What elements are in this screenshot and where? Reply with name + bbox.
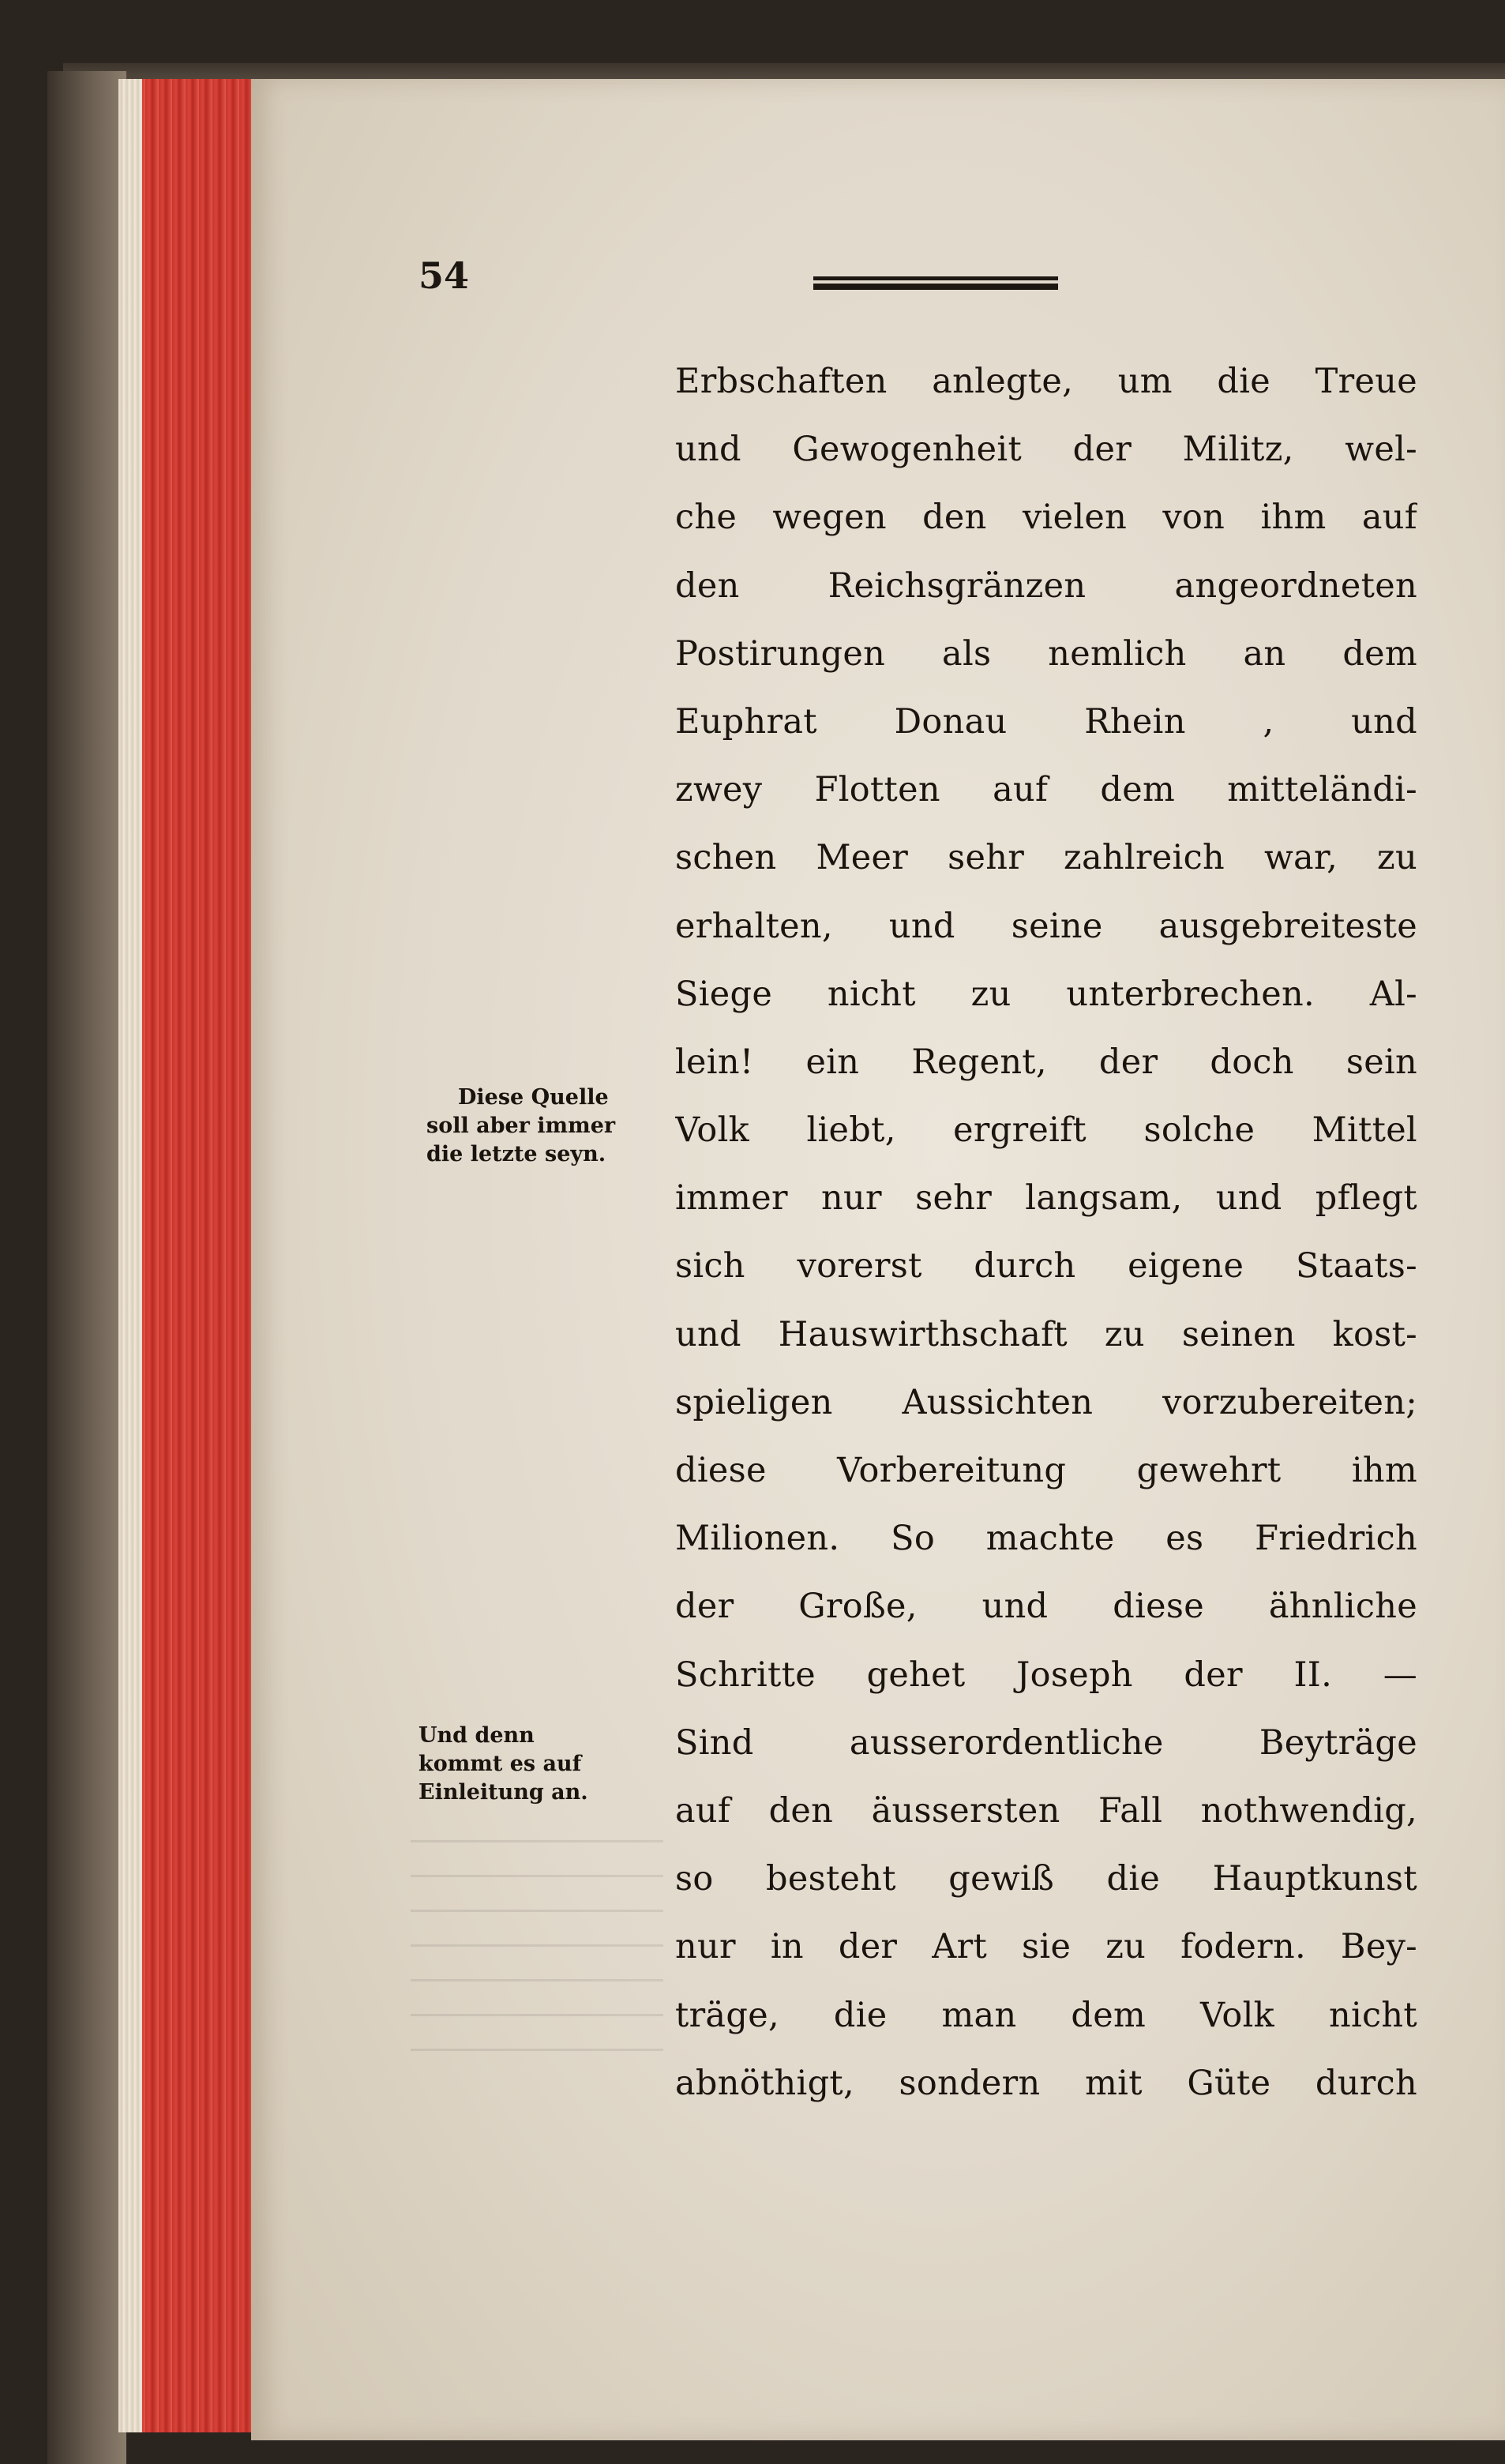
marginal-note-line: Diese Quelle	[458, 1085, 609, 1110]
marginal-note-line: Und denn	[418, 1723, 535, 1748]
marginal-note-2	[418, 1722, 655, 1807]
marginal-note-1	[426, 1084, 663, 1169]
body-line: Schritte gehet Joseph der II. —	[675, 1655, 1417, 1695]
body-line: che wegen den vielen von ihm auf	[675, 498, 1417, 538]
body-line: so besteht gewiß die Hauptkunst	[675, 1859, 1417, 1899]
body-line: auf den äussersten Fall nothwendig,	[675, 1790, 1417, 1831]
show-through-text	[411, 1840, 663, 2061]
body-line: Euphrat Donau Rhein , und	[675, 701, 1417, 742]
body-line: Postirungen als nemlich an dem	[675, 633, 1417, 674]
body-line: immer nur sehr langsam, und pflegt	[675, 1178, 1417, 1219]
body-line: Sind ausserordentliche Beyträge	[675, 1722, 1417, 1763]
body-line: Erbschaften anlegte, um die Treue	[675, 362, 1417, 401]
body-line: lein! ein Regent, der doch sein	[675, 1042, 1417, 1082]
body-line: sich vorerst durch eigene Staats-	[675, 1246, 1417, 1286]
body-line: zwey Flotten auf dem mitteländi-	[675, 770, 1417, 810]
body-text	[675, 347, 1417, 2117]
marginal-note-line: Einleitung an.	[418, 1780, 588, 1805]
body-line: den Reichsgränzen angeordneten	[675, 565, 1417, 606]
page-number: 54	[418, 254, 470, 297]
header-rule-ornament	[813, 276, 1058, 291]
body-line: und Hauswirthschaft zu seinen kost-	[675, 1314, 1417, 1354]
body-line: träge, die man dem Volk nicht	[675, 1995, 1417, 2035]
book-cover-spine	[47, 71, 126, 2464]
marginal-note-line: die letzte seyn.	[426, 1142, 606, 1166]
marginal-note-line: soll aber immer	[426, 1114, 616, 1138]
body-line: spieligen Aussichten vorzubereiten;	[675, 1382, 1417, 1422]
body-line: Siege nicht zu unterbrechen. Al-	[675, 974, 1417, 1014]
marginal-note-line: kommt es auf	[418, 1752, 582, 1776]
body-line: und Gewogenheit der Militz, wel-	[675, 430, 1417, 470]
body-line: diese Vorbereitung gewehrt ihm	[675, 1451, 1417, 1490]
body-line: schen Meer sehr zahlreich war, zu	[675, 838, 1417, 878]
body-line: Milionen. So machte es Friedrich	[675, 1519, 1417, 1559]
body-line: der Große, und diese ähnliche	[675, 1587, 1417, 1627]
red-page-edges	[118, 79, 255, 2432]
body-line: erhalten, und seine ausgebreiteste	[675, 906, 1417, 946]
body-line: abnöthigt, sondern mit Güte durch	[675, 2063, 1417, 2103]
body-line: Volk liebt, ergreift solche Mittel	[675, 1110, 1417, 1151]
body-line: nur in der Art sie zu fodern. Bey-	[675, 1927, 1417, 1967]
